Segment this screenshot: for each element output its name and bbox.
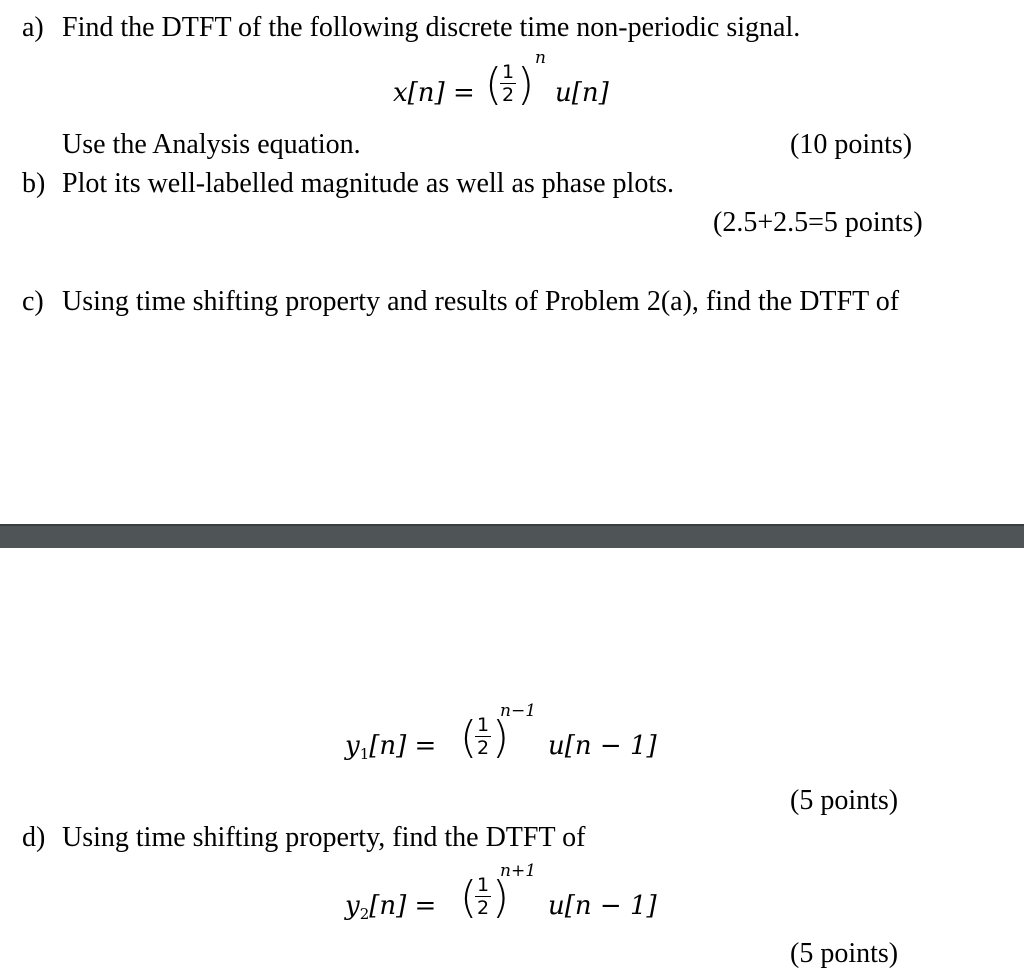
left-paren: ( bbox=[460, 712, 478, 763]
part-d-eq-lhs bbox=[345, 893, 436, 922]
part-d-fraction bbox=[475, 876, 491, 918]
part-c-eq-lhs bbox=[345, 733, 436, 762]
part-c-question bbox=[22, 288, 899, 316]
part-c-fraction bbox=[475, 716, 491, 758]
part-d-eq-rhs: u[n − 1] bbox=[548, 891, 657, 921]
part-d-exponent: n+1 bbox=[500, 861, 537, 881]
part-a-eq-lhs: x[n] = bbox=[393, 78, 475, 108]
part-b-label: b) bbox=[22, 168, 46, 199]
part-a-eq-rhs: u[n] bbox=[555, 78, 609, 108]
right-paren: ) bbox=[492, 712, 510, 763]
part-d-text: Using time shifting property, find the DTFT of bbox=[62, 822, 586, 853]
part-a-question bbox=[22, 14, 800, 42]
part-b-question bbox=[22, 170, 674, 198]
part-a-points: (10 points) bbox=[790, 129, 913, 160]
part-a-exponent: n bbox=[535, 48, 546, 68]
part-c-exponent: n−1 bbox=[500, 701, 537, 721]
part-d-points-cutoff: (5 points) bbox=[790, 938, 899, 969]
part-c-eq-var: y bbox=[345, 731, 360, 761]
left-paren: ( bbox=[485, 59, 503, 110]
right-paren: ) bbox=[517, 59, 535, 110]
part-a-note: Use the Analysis equation. bbox=[62, 129, 361, 160]
fraction-denominator: 2 bbox=[476, 897, 490, 919]
fraction-numerator: 1 bbox=[476, 714, 490, 736]
part-b-text: Plot its well-labelled magnitude as well as phase plots. bbox=[62, 168, 674, 199]
part-d-eq-rest: [n] = bbox=[369, 891, 437, 921]
left-paren: ( bbox=[460, 872, 478, 923]
page-divider bbox=[0, 524, 1024, 548]
part-a-fraction bbox=[500, 63, 516, 105]
part-c-points: (5 points) bbox=[790, 785, 899, 816]
fraction-denominator: 2 bbox=[501, 84, 515, 106]
part-a-text: Find the DTFT of the following discrete time non-periodic signal. bbox=[62, 12, 801, 43]
fraction-numerator: 1 bbox=[476, 874, 490, 896]
fraction-denominator: 2 bbox=[476, 737, 490, 759]
part-a-label: a) bbox=[22, 12, 44, 43]
fraction-numerator: 1 bbox=[501, 61, 515, 83]
part-d-question bbox=[22, 824, 585, 852]
part-d-label: d) bbox=[22, 822, 46, 853]
part-c-eq-sub: 1 bbox=[359, 745, 370, 763]
part-d-eq-sub: 2 bbox=[359, 905, 370, 923]
part-d-eq-var: y bbox=[345, 891, 360, 921]
part-b-points: (2.5+2.5=5 points) bbox=[713, 207, 923, 238]
right-paren: ) bbox=[492, 872, 510, 923]
part-c-label: c) bbox=[22, 286, 44, 317]
part-c-eq-rhs: u[n − 1] bbox=[548, 731, 657, 761]
part-c-text: Using time shifting property and results of Problem 2(a), find the DTFT of bbox=[62, 286, 900, 317]
part-c-eq-rest: [n] = bbox=[369, 731, 437, 761]
